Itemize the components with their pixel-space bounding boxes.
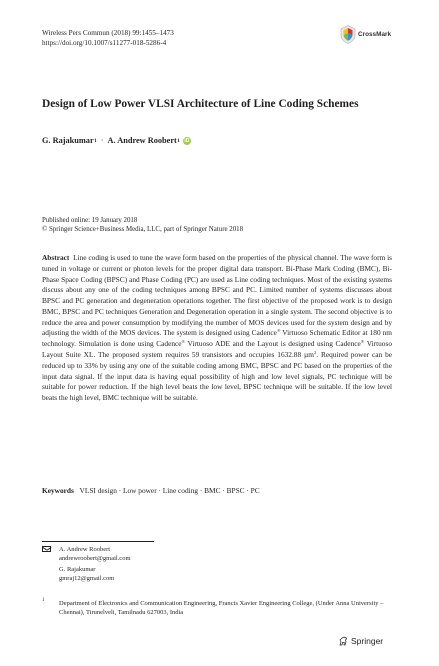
squared-mark: 2 [313,350,317,356]
affiliation [42,600,389,617]
registered-mark: ® [360,339,365,345]
abstract-text: Line coding is used to tune the wave form based on the properties of the physical channel. The wave form is tuned in voltage or current or photon levels for the proper digital data transport. Bi-Phase Mark Coding (BMC), Bi-Phase Space Coding (BPSC) and Phase Coding (PC) are used as Line coding techniques. Most of the existing systems discuss about any one of the coding techniques among BPSC and PC. Limited number of systems discusses about BPSC and PC generation and degeneration operations together. The first objective of the proposed work is to design BMC, BPSC and PC techniques Generation and Degeneration operation in a single system. The second objective is to reduce the area and power consumption by modifying the number of MOS devices used for the system design and by adjusting the width of the MOS devices. The system is designed using Cadence [42,253,392,338]
crossmark-icon [340,25,356,44]
corresponding-contact [42,545,131,583]
keywords-heading: Keywords [42,486,74,495]
copyright: © Springer Science+Business Media, LLC, part of Springer Nature 2018 [42,226,244,234]
author-affil-ref: 1 [177,137,180,144]
contact-email[interactable]: andrewroobert@gmail.com [59,554,131,562]
registered-mark: ® [181,339,186,345]
doi-link[interactable]: https://doi.org/10.1007/s11277-018-5286-4 [42,38,167,47]
abstract [42,253,392,404]
publication-info [42,216,243,234]
author-name[interactable]: A. Andrew Roobert [107,136,177,145]
journal-header [42,29,174,48]
abstract-text: Virtuoso Layout Suite XL. The proposed system requires 59 transistors and occupies 1632.88 µm [42,339,392,360]
paper-title: Design of Low Power VLSI Architecture of Line Coding Schemes [42,98,359,110]
contact-email[interactable]: gmraj12@gmail.com [59,574,115,582]
registered-mark: ® [276,328,281,334]
contact-author-name: G. Rajakumar [59,566,96,574]
keywords [42,486,392,495]
springer-horse-icon [338,636,348,646]
crossmark-label: CrossMark [358,31,392,38]
contact-author-name: A. Andrew Roobert [59,546,111,553]
springer-logo [338,636,383,646]
author-separator: · [100,136,104,145]
envelope-icon [42,546,51,552]
author-name[interactable]: G. Rajakumar [42,136,94,145]
journal-citation: Wireless Pers Commun (2018) 99:1455–1473 [42,29,174,37]
orcid-icon[interactable]: iD [184,137,190,144]
author-list [42,136,191,145]
author-affil-ref: 1 [94,137,97,144]
keywords-list: VLSI design · Low power · Line coding · BMC · BPSC · PC [79,486,260,495]
publisher-name: Springer [351,636,384,646]
abstract-text: Virtuoso ADE and the Layout is designed using Cadence [185,339,361,349]
affiliation-text: Department of Electronics and Communication Engineering, Francis Xavier Engineering College, (Under Anna University – Chennai), Tirunelveli, Tamilnadu 627003, India [59,600,384,616]
abstract-text: . Required power can be reduced up to 33% by using any one of the suitable coding among BMC, BPSC and PC based on the properties of the input data signal. If the input data is having equal possibility of high and low level signals, PC technique will be suitable for power reduction. If the high level beats the low level, BPSC technique will be suitable. If the low level beats the high level, BMC technique will be suitable. [42,350,393,403]
affiliation-number: 1 [42,598,45,603]
abstract-text: Virtuoso Schematic Editor at 180 nm technology. Simulation is done using Cadence [42,328,392,349]
abstract-heading: Abstract [42,253,70,262]
published-date: Published online: 19 January 2018 [42,217,138,224]
footnote-divider [42,541,154,542]
crossmark-badge[interactable] [340,25,410,47]
